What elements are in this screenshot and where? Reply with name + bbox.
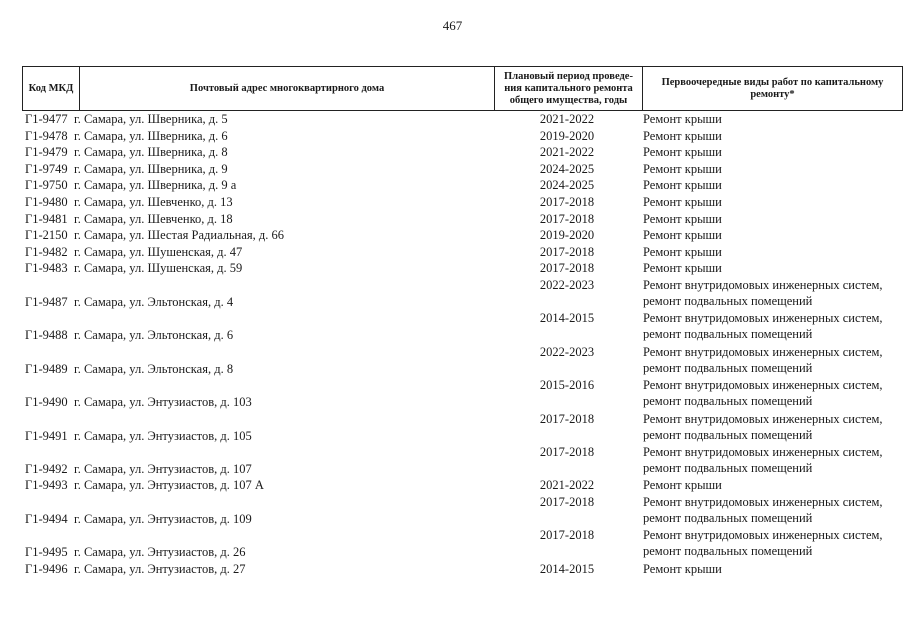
row-address: г. Самара, ул. Энтузиастов, д. 109: [74, 511, 252, 526]
row-works: Ремонт крыши: [643, 244, 722, 259]
row-code: Г1-9477: [25, 112, 68, 126]
row-address: г. Самара, ул. Эльтонская, д. 8: [74, 361, 234, 376]
table-row: [22, 260, 903, 277]
row-works: Ремонт крыши: [643, 112, 722, 126]
row-code: Г1-9491: [25, 428, 68, 443]
row-address: г. Самара, ул. Энтузиастов, д. 105: [74, 428, 252, 443]
row-works: Ремонт крыши: [643, 178, 722, 193]
header-address: Почтовый адрес многоквартирного дома: [79, 67, 494, 110]
table-row: [22, 477, 903, 494]
row-period: 2019-2020: [539, 228, 595, 243]
row-period: 2017-2018: [539, 261, 595, 276]
header-period: Плановый период проведе-ния капитального ремонта общего имущества, годы: [494, 67, 642, 110]
table-row: [22, 561, 903, 578]
row-address: г. Самара, ул. Шверника, д. 6: [74, 128, 228, 143]
row-code: Г1-9750: [25, 178, 68, 193]
table-row: [22, 144, 903, 161]
row-code: Г1-9494: [25, 511, 68, 526]
row-works: Ремонт внутридомовых инженерных систем, ремонт подвальных помещений: [643, 528, 883, 559]
row-works: Ремонт крыши: [643, 478, 722, 493]
table-row: [22, 494, 903, 527]
row-code: Г1-9492: [25, 461, 68, 476]
table-row: [22, 111, 903, 128]
table-row: [22, 527, 903, 560]
table-header-row: [22, 66, 903, 111]
row-works: Ремонт крыши: [643, 161, 722, 176]
row-works: Ремонт внутридомовых инженерных систем, ремонт подвальных помещений: [643, 277, 883, 308]
row-code: Г1-9482: [25, 244, 68, 259]
table-row: [22, 194, 903, 211]
row-works: Ремонт внутридомовых инженерных систем, ремонт подвальных помещений: [643, 344, 883, 375]
row-works: Ремонт крыши: [643, 211, 722, 226]
row-code: Г1-9479: [25, 145, 68, 160]
table-row: [22, 310, 903, 343]
row-period: 2017-2018: [539, 528, 595, 543]
row-address: г. Самара, ул. Шушенская, д. 47: [74, 244, 243, 259]
row-period: 2021-2022: [539, 112, 595, 126]
row-works: Ремонт внутридомовых инженерных систем, ремонт подвальных помещений: [643, 494, 883, 525]
row-period: 2019-2020: [539, 128, 595, 143]
row-works: Ремонт внутридомовых инженерных систем, ремонт подвальных помещений: [643, 444, 883, 475]
row-works: Ремонт внутридомовых инженерных систем, ремонт подвальных помещений: [643, 311, 883, 342]
header-code: Код МКД: [28, 82, 74, 94]
row-code: Г1-9489: [25, 361, 68, 376]
row-address: г. Самара, ул. Шверника, д. 9 а: [74, 178, 237, 193]
row-works: Ремонт крыши: [643, 145, 722, 160]
row-period: 2022-2023: [539, 277, 595, 292]
row-works: Ремонт внутридомовых инженерных систем, ремонт подвальных помещений: [643, 411, 883, 442]
table-row: [22, 177, 903, 194]
row-works: Ремонт внутридомовых инженерных систем, ремонт подвальных помещений: [643, 378, 883, 409]
row-period: 2017-2018: [539, 194, 595, 209]
row-code: Г1-9490: [25, 395, 68, 410]
row-address: г. Самара, ул. Шверника, д. 5: [74, 112, 228, 126]
row-period: 2024-2025: [539, 178, 595, 193]
row-code: Г1-9483: [25, 261, 68, 276]
table-row: [22, 444, 903, 477]
table-row: [22, 344, 903, 377]
row-address: г. Самара, ул. Энтузиастов, д. 107 А: [74, 478, 264, 493]
table-row: [22, 161, 903, 178]
row-period: 2017-2018: [539, 211, 595, 226]
row-code: Г1-9488: [25, 328, 68, 343]
row-address: г. Самара, ул. Эльтонская, д. 6: [74, 328, 234, 343]
row-code: Г1-9487: [25, 294, 68, 309]
capital-repair-table: [22, 66, 903, 577]
row-code: Г1-2150: [25, 228, 68, 243]
row-works: Ремонт крыши: [643, 194, 722, 209]
row-address: г. Самара, ул. Шверника, д. 8: [74, 145, 228, 160]
row-address: г. Самара, ул. Шушенская, д. 59: [74, 261, 243, 276]
table-row: [22, 411, 903, 444]
row-address: г. Самара, ул. Шестая Радиальная, д. 66: [74, 228, 285, 243]
row-code: Г1-9493: [25, 478, 68, 493]
row-code: Г1-9478: [25, 128, 68, 143]
row-address: г. Самара, ул. Шевченко, д. 18: [74, 211, 233, 226]
table-row: [22, 211, 903, 228]
row-address: г. Самара, ул. Энтузиастов, д. 107: [74, 461, 252, 476]
row-period: 2014-2015: [539, 311, 595, 326]
row-works: Ремонт крыши: [643, 128, 722, 143]
row-period: 2017-2018: [539, 411, 595, 426]
row-period: 2014-2015: [539, 561, 595, 576]
row-works: Ремонт крыши: [643, 261, 722, 276]
table-row: [22, 244, 903, 261]
row-code: Г1-9496: [25, 561, 68, 576]
row-address: г. Самара, ул. Энтузиастов, д. 103: [74, 395, 252, 410]
row-address: г. Самара, ул. Эльтонская, д. 4: [74, 294, 234, 309]
header-works: Первоочередные виды работ по капитальному ремонту*: [642, 67, 902, 110]
table-row: [22, 128, 903, 145]
row-address: г. Самара, ул. Энтузиастов, д. 26: [74, 545, 246, 560]
row-address: г. Самара, ул. Энтузиастов, д. 27: [74, 561, 246, 576]
table-row: [22, 277, 903, 310]
row-period: 2021-2022: [539, 145, 595, 160]
row-period: 2017-2018: [539, 244, 595, 259]
row-works: Ремонт крыши: [643, 561, 722, 576]
row-code: Г1-9749: [25, 161, 68, 176]
row-period: 2022-2023: [539, 344, 595, 359]
page-number: 467: [442, 18, 463, 33]
row-code: Г1-9495: [25, 545, 68, 560]
row-period: 2017-2018: [539, 444, 595, 459]
row-period: 2015-2016: [539, 378, 595, 393]
table-body: [22, 111, 903, 577]
row-period: 2021-2022: [539, 478, 595, 493]
table-row: [22, 377, 903, 410]
row-code: Г1-9481: [25, 211, 68, 226]
row-code: Г1-9480: [25, 194, 68, 209]
table-row: [22, 227, 903, 244]
row-works: Ремонт крыши: [643, 228, 722, 243]
row-period: 2024-2025: [539, 161, 595, 176]
row-period: 2017-2018: [539, 494, 595, 509]
row-address: г. Самара, ул. Шевченко, д. 13: [74, 194, 233, 209]
row-address: г. Самара, ул. Шверника, д. 9: [74, 161, 228, 176]
